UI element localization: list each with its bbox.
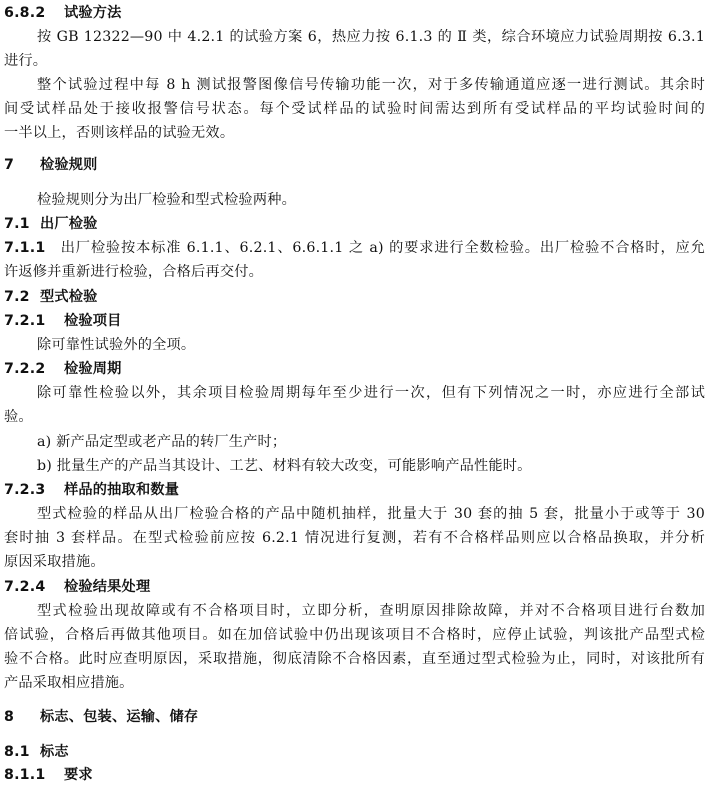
section-heading-7-2-1 xyxy=(4,311,122,331)
paragraph-line: 验。 xyxy=(4,409,33,425)
section-number: 6.8.2 xyxy=(4,5,46,21)
section-title: 检验规则 xyxy=(40,157,98,173)
section-number: 7.2.4 xyxy=(4,579,46,595)
section-number: 8.1 xyxy=(4,744,30,760)
section-number: 7.2.3 xyxy=(4,482,46,498)
section-number: 7.2.1 xyxy=(4,313,46,329)
section-heading-8-1 xyxy=(4,742,69,762)
paragraph-line: 产品采取相应措施。 xyxy=(4,675,134,691)
section-number: 7.2 xyxy=(4,289,30,305)
section-number: 8.1.1 xyxy=(4,767,46,783)
paragraph-line: 除可靠性试验外的全项。 xyxy=(37,337,196,353)
section-heading-8-1-1 xyxy=(4,765,93,785)
paragraph-line: 进行。 xyxy=(4,53,48,69)
section-number: 7.1.1 xyxy=(4,240,46,256)
section-heading-7 xyxy=(4,155,98,175)
list-item: a) 新产品定型或老产品的转厂生产时； xyxy=(37,434,287,450)
section-heading-7-2-3 xyxy=(4,480,179,500)
section-title: 标志、包装、运输、储存 xyxy=(40,709,199,725)
paragraph-line: 验不合格。此时应查明原因，采取措施，彻底清除不合格因素，直至通过型式检验为止，同时，对该批所有 xyxy=(4,651,705,667)
section-number: 7.1 xyxy=(4,216,30,232)
paragraph-line: 检验规则分为出厂检验和型式检验两种。 xyxy=(37,192,296,208)
paragraph-text: 出厂检验按本标准 6.1.1、6.2.1、6.6.1.1 之 a) 的要求进行全数检验。出厂检验不合格时，应允 xyxy=(60,240,705,256)
section-title: 检验周期 xyxy=(64,361,122,377)
section-heading-7-2-4 xyxy=(4,577,150,597)
section-title: 标志 xyxy=(40,744,69,760)
section-number: 7.2.2 xyxy=(4,361,46,377)
paragraph-line xyxy=(4,238,705,258)
section-number: 7 xyxy=(4,157,15,173)
section-title: 要求 xyxy=(64,767,93,783)
section-heading-6-8-2 xyxy=(4,3,122,23)
paragraph-line: 型式检验的样品从出厂检验合格的产品中随机抽样，批量大于 30 套的抽 5 套，批量小于或等于 30 xyxy=(37,506,705,522)
paragraph-line: 倍试验，合格后再做其他项目。如在加倍试验中仍出现该项目不合格时，应停止试验，判该批产品型式检 xyxy=(4,627,705,643)
paragraph-line: 原因采取措施。 xyxy=(4,554,105,570)
section-title: 出厂检验 xyxy=(40,216,98,232)
paragraph-line: 间受试样品处于接收报警信号状态。每个受试样品的试验时间需达到所有受试样品的平均试验时间的 xyxy=(4,101,705,117)
section-number: 8 xyxy=(4,709,15,725)
section-heading-7-2-2 xyxy=(4,359,122,379)
section-title: 检验结果处理 xyxy=(64,579,151,595)
paragraph-line: 除可靠性检验以外，其余项目检验周期每年至少进行一次，但有下列情况之一时，亦应进行全部试 xyxy=(37,385,705,401)
paragraph-line: 按 GB 12322—90 中 4.2.1 的试验方案 6，热应力按 6.1.3 的 Ⅱ 类，综合环境应力试验周期按 6.3.1 xyxy=(37,29,705,45)
section-title: 型式检验 xyxy=(40,289,98,305)
paragraph-line: 许返修并重新进行检验，合格后再交付。 xyxy=(4,264,263,280)
section-title: 检验项目 xyxy=(64,313,122,329)
section-heading-8 xyxy=(4,707,198,727)
paragraph-line: 型式检验出现故障或有不合格项目时，立即分析，查明原因排除故障，并对不合格项目进行台数加 xyxy=(37,603,705,619)
section-title: 试验方法 xyxy=(64,5,122,21)
paragraph-line: 一半以上，否则该样品的试验无效。 xyxy=(4,125,235,141)
list-item: b) 批量生产的产品当其设计、工艺、材料有较大改变，可能影响产品性能时。 xyxy=(37,458,532,474)
section-title: 样品的抽取和数量 xyxy=(64,482,180,498)
section-heading-7-1 xyxy=(4,214,98,234)
section-heading-7-2 xyxy=(4,287,98,307)
paragraph-line: 套时抽 3 套样品。在型式检验前应按 6.2.1 情况进行复测，若有不合格样品则应以合格品换取，并分析 xyxy=(4,530,705,546)
paragraph-line: 整个试验过程中每 8 h 测试报警图像信号传输功能一次，对于多传输通道应逐一进行测试。其余时 xyxy=(37,77,705,93)
